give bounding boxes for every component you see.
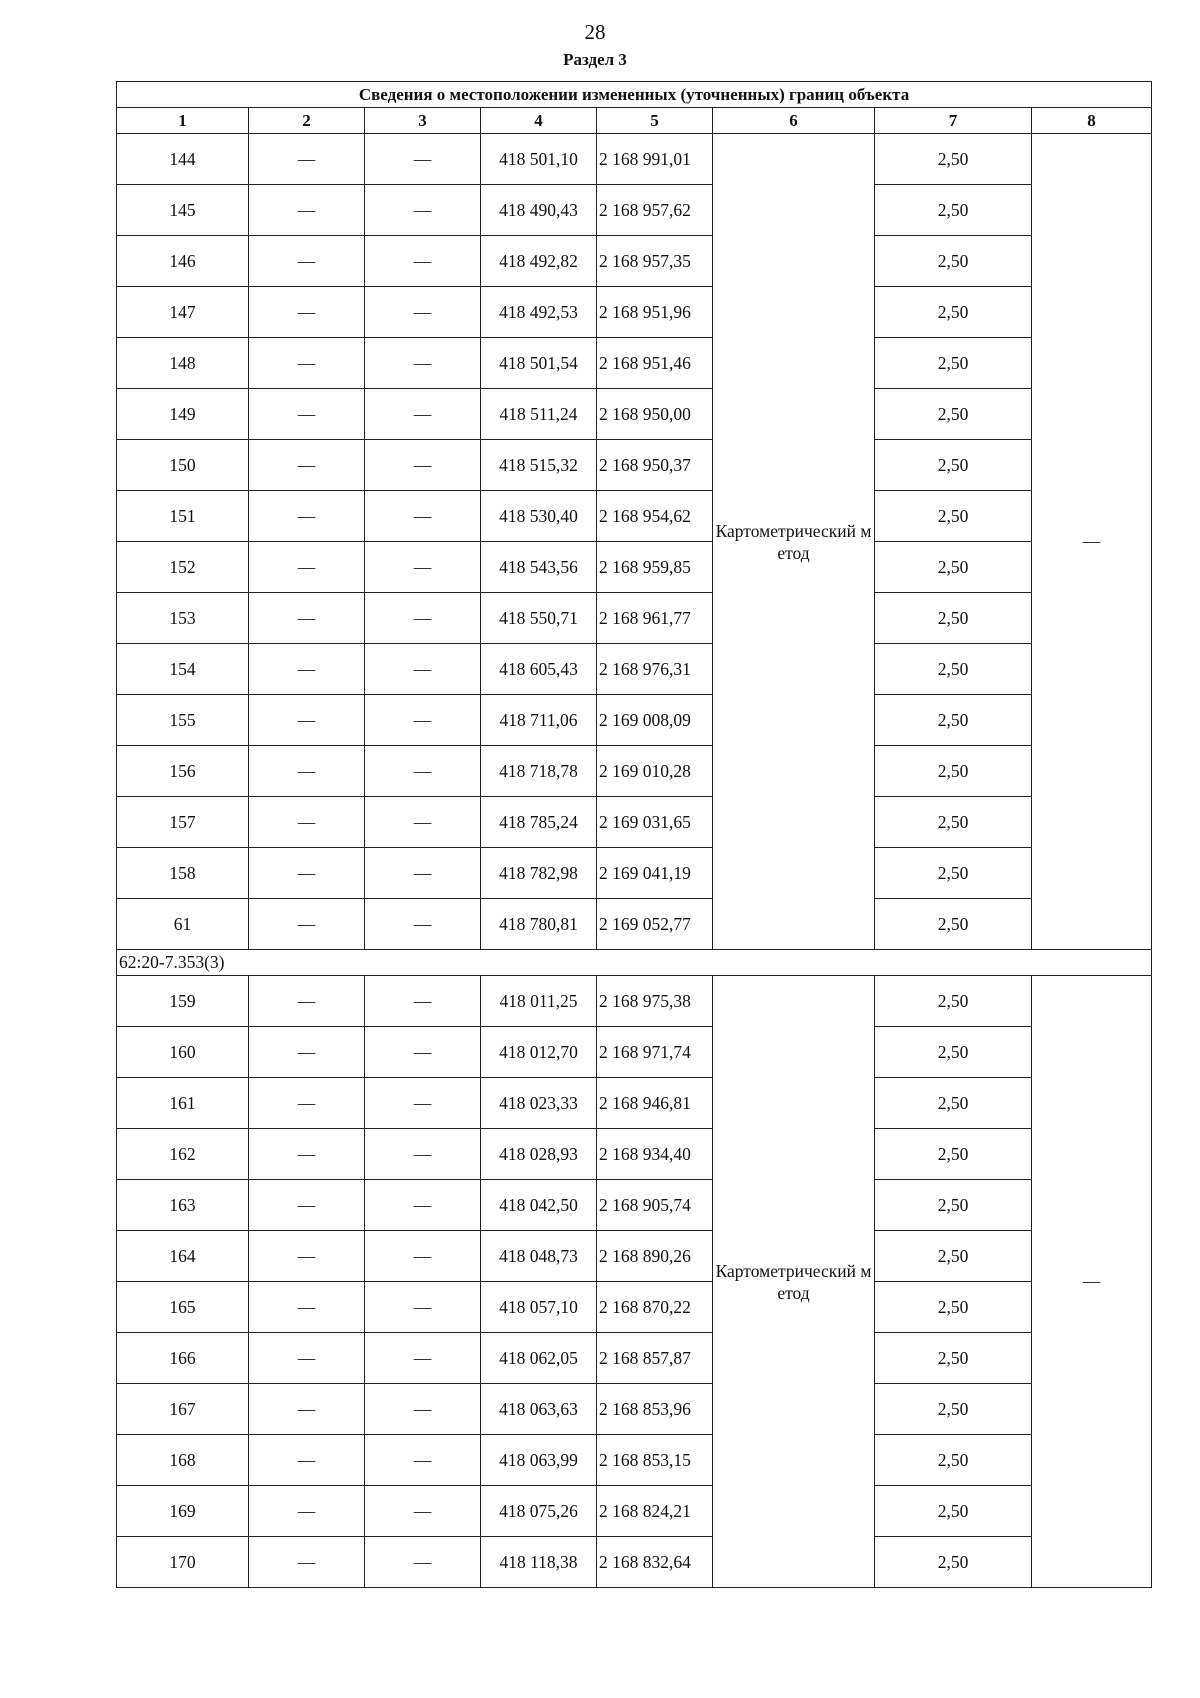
col3-cell: — (365, 899, 481, 950)
accuracy-cell: 2,50 (875, 593, 1032, 644)
y-coordinate-cell: 2 168 870,22 (597, 1282, 713, 1333)
table-row (117, 338, 1152, 389)
col3-cell: — (365, 1384, 481, 1435)
x-coordinate-cell: 418 515,32 (481, 440, 597, 491)
x-coordinate-cell: 418 785,24 (481, 797, 597, 848)
y-coordinate-cell: 2 169 031,65 (597, 797, 713, 848)
y-coordinate-cell: 2 168 824,21 (597, 1486, 713, 1537)
column-header: 1 (117, 108, 249, 134)
column-header: 7 (875, 108, 1032, 134)
col3-cell: — (365, 848, 481, 899)
col2-cell: — (249, 593, 365, 644)
accuracy-cell: 2,50 (875, 797, 1032, 848)
accuracy-cell: 2,50 (875, 185, 1032, 236)
accuracy-cell: 2,50 (875, 1384, 1032, 1435)
x-coordinate-cell: 418 711,06 (481, 695, 597, 746)
col3-cell: — (365, 491, 481, 542)
x-coordinate-cell: 418 605,43 (481, 644, 597, 695)
point-number-cell: 162 (117, 1129, 249, 1180)
col3-cell: — (365, 542, 481, 593)
x-coordinate-cell: 418 501,10 (481, 134, 597, 185)
col3-cell: — (365, 1180, 481, 1231)
accuracy-cell: 2,50 (875, 848, 1032, 899)
point-number-cell: 169 (117, 1486, 249, 1537)
column-header: 3 (365, 108, 481, 134)
method-cell: Картометрический метод (713, 976, 875, 1588)
x-coordinate-cell: 418 023,33 (481, 1078, 597, 1129)
accuracy-cell: 2,50 (875, 542, 1032, 593)
table-row (117, 848, 1152, 899)
column-header: 6 (713, 108, 875, 134)
col3-cell: — (365, 134, 481, 185)
accuracy-cell: 2,50 (875, 1129, 1032, 1180)
y-coordinate-cell: 2 168 971,74 (597, 1027, 713, 1078)
x-coordinate-cell: 418 550,71 (481, 593, 597, 644)
method-cell: Картометрический метод (713, 134, 875, 950)
col2-cell: — (249, 848, 365, 899)
accuracy-cell: 2,50 (875, 746, 1032, 797)
col3-cell: — (365, 1027, 481, 1078)
col2-cell: — (249, 1027, 365, 1078)
point-number-cell: 145 (117, 185, 249, 236)
point-number-cell: 160 (117, 1027, 249, 1078)
col2-cell: — (249, 1333, 365, 1384)
table-row (117, 1078, 1152, 1129)
y-coordinate-cell: 2 168 950,37 (597, 440, 713, 491)
point-number-cell: 165 (117, 1282, 249, 1333)
col8-cell: — (1032, 976, 1152, 1588)
page-number: 28 (584, 20, 606, 44)
accuracy-cell: 2,50 (875, 134, 1032, 185)
accuracy-cell: 2,50 (875, 976, 1032, 1027)
table-row (117, 644, 1152, 695)
table-row (117, 976, 1152, 1027)
col2-cell: — (249, 1486, 365, 1537)
table-row (117, 746, 1152, 797)
accuracy-cell: 2,50 (875, 1486, 1032, 1537)
y-coordinate-cell: 2 168 951,46 (597, 338, 713, 389)
boundary-table (116, 81, 1152, 1588)
point-number-cell: 159 (117, 976, 249, 1027)
col3-cell: — (365, 1435, 481, 1486)
col2-cell: — (249, 899, 365, 950)
accuracy-cell: 2,50 (875, 1180, 1032, 1231)
col3-cell: — (365, 1078, 481, 1129)
point-number-cell: 153 (117, 593, 249, 644)
table-row (117, 1435, 1152, 1486)
table-row (117, 134, 1152, 185)
col2-cell: — (249, 491, 365, 542)
accuracy-cell: 2,50 (875, 1537, 1032, 1588)
y-coordinate-cell: 2 168 951,96 (597, 287, 713, 338)
table-row (117, 1282, 1152, 1333)
col3-cell: — (365, 185, 481, 236)
y-coordinate-cell: 2 168 991,01 (597, 134, 713, 185)
point-number-cell: 61 (117, 899, 249, 950)
y-coordinate-cell: 2 168 890,26 (597, 1231, 713, 1282)
group-label-row (117, 950, 1152, 976)
col3-cell: — (365, 1486, 481, 1537)
col2-cell: — (249, 1180, 365, 1231)
table-row (117, 695, 1152, 746)
table-row (117, 542, 1152, 593)
col2-cell: — (249, 1231, 365, 1282)
x-coordinate-cell: 418 118,38 (481, 1537, 597, 1588)
column-header-row (117, 108, 1152, 134)
accuracy-cell: 2,50 (875, 1435, 1032, 1486)
x-coordinate-cell: 418 042,50 (481, 1180, 597, 1231)
table-row (117, 1333, 1152, 1384)
col2-cell: — (249, 1435, 365, 1486)
point-number-cell: 146 (117, 236, 249, 287)
y-coordinate-cell: 2 168 934,40 (597, 1129, 713, 1180)
accuracy-cell: 2,50 (875, 899, 1032, 950)
col2-cell: — (249, 644, 365, 695)
point-number-cell: 147 (117, 287, 249, 338)
x-coordinate-cell: 418 063,99 (481, 1435, 597, 1486)
table-row (117, 389, 1152, 440)
x-coordinate-cell: 418 718,78 (481, 746, 597, 797)
point-number-cell: 148 (117, 338, 249, 389)
x-coordinate-cell: 418 492,82 (481, 236, 597, 287)
col3-cell: — (365, 389, 481, 440)
table-row (117, 899, 1152, 950)
column-header: 5 (597, 108, 713, 134)
col2-cell: — (249, 389, 365, 440)
col2-cell: — (249, 1282, 365, 1333)
col3-cell: — (365, 797, 481, 848)
y-coordinate-cell: 2 168 950,00 (597, 389, 713, 440)
accuracy-cell: 2,50 (875, 1333, 1032, 1384)
col2-cell: — (249, 746, 365, 797)
col2-cell: — (249, 542, 365, 593)
table-row (117, 1537, 1152, 1588)
x-coordinate-cell: 418 048,73 (481, 1231, 597, 1282)
col2-cell: — (249, 185, 365, 236)
y-coordinate-cell: 2 168 957,35 (597, 236, 713, 287)
y-coordinate-cell: 2 168 857,87 (597, 1333, 713, 1384)
col3-cell: — (365, 440, 481, 491)
accuracy-cell: 2,50 (875, 338, 1032, 389)
col2-cell: — (249, 287, 365, 338)
col3-cell: — (365, 644, 481, 695)
col3-cell: — (365, 338, 481, 389)
table-row (117, 236, 1152, 287)
accuracy-cell: 2,50 (875, 695, 1032, 746)
accuracy-cell: 2,50 (875, 644, 1032, 695)
col3-cell: — (365, 1282, 481, 1333)
col8-cell: — (1032, 134, 1152, 950)
group-label: 62:20-7.353(3) (117, 950, 1152, 976)
col2-cell: — (249, 338, 365, 389)
accuracy-cell: 2,50 (875, 491, 1032, 542)
col3-cell: — (365, 1129, 481, 1180)
x-coordinate-cell: 418 780,81 (481, 899, 597, 950)
accuracy-cell: 2,50 (875, 389, 1032, 440)
table-row (117, 1231, 1152, 1282)
section-title: Раздел 3 (563, 50, 627, 69)
table-row (117, 1129, 1152, 1180)
point-number-cell: 170 (117, 1537, 249, 1588)
y-coordinate-cell: 2 169 052,77 (597, 899, 713, 950)
x-coordinate-cell: 418 501,54 (481, 338, 597, 389)
y-coordinate-cell: 2 168 853,96 (597, 1384, 713, 1435)
col3-cell: — (365, 746, 481, 797)
x-coordinate-cell: 418 782,98 (481, 848, 597, 899)
column-header: 8 (1032, 108, 1152, 134)
col2-cell: — (249, 1537, 365, 1588)
point-number-cell: 166 (117, 1333, 249, 1384)
point-number-cell: 161 (117, 1078, 249, 1129)
table-caption: Сведения о местоположении измененных (уточненных) границ объекта (117, 82, 1152, 108)
col3-cell: — (365, 593, 481, 644)
point-number-cell: 149 (117, 389, 249, 440)
x-coordinate-cell: 418 011,25 (481, 976, 597, 1027)
point-number-cell: 158 (117, 848, 249, 899)
x-coordinate-cell: 418 490,43 (481, 185, 597, 236)
y-coordinate-cell: 2 168 961,77 (597, 593, 713, 644)
col3-cell: — (365, 695, 481, 746)
accuracy-cell: 2,50 (875, 1078, 1032, 1129)
col2-cell: — (249, 236, 365, 287)
x-coordinate-cell: 418 012,70 (481, 1027, 597, 1078)
col2-cell: — (249, 1384, 365, 1435)
table-row (117, 797, 1152, 848)
x-coordinate-cell: 418 530,40 (481, 491, 597, 542)
col2-cell: — (249, 440, 365, 491)
col3-cell: — (365, 976, 481, 1027)
point-number-cell: 152 (117, 542, 249, 593)
accuracy-cell: 2,50 (875, 440, 1032, 491)
x-coordinate-cell: 418 492,53 (481, 287, 597, 338)
x-coordinate-cell: 418 062,05 (481, 1333, 597, 1384)
y-coordinate-cell: 2 168 959,85 (597, 542, 713, 593)
point-number-cell: 151 (117, 491, 249, 542)
col2-cell: — (249, 976, 365, 1027)
table-row (117, 1180, 1152, 1231)
col3-cell: — (365, 1537, 481, 1588)
table-row (117, 1384, 1152, 1435)
accuracy-cell: 2,50 (875, 1027, 1032, 1078)
y-coordinate-cell: 2 169 010,28 (597, 746, 713, 797)
y-coordinate-cell: 2 168 954,62 (597, 491, 713, 542)
accuracy-cell: 2,50 (875, 1282, 1032, 1333)
x-coordinate-cell: 418 511,24 (481, 389, 597, 440)
point-number-cell: 168 (117, 1435, 249, 1486)
x-coordinate-cell: 418 028,93 (481, 1129, 597, 1180)
table-row (117, 593, 1152, 644)
col3-cell: — (365, 236, 481, 287)
point-number-cell: 155 (117, 695, 249, 746)
table-body (117, 134, 1152, 1588)
y-coordinate-cell: 2 168 832,64 (597, 1537, 713, 1588)
table-row (117, 491, 1152, 542)
accuracy-cell: 2,50 (875, 1231, 1032, 1282)
col3-cell: — (365, 1231, 481, 1282)
point-number-cell: 156 (117, 746, 249, 797)
col3-cell: — (365, 1333, 481, 1384)
x-coordinate-cell: 418 075,26 (481, 1486, 597, 1537)
point-number-cell: 150 (117, 440, 249, 491)
point-number-cell: 157 (117, 797, 249, 848)
table-row (117, 185, 1152, 236)
point-number-cell: 144 (117, 134, 249, 185)
x-coordinate-cell: 418 543,56 (481, 542, 597, 593)
col2-cell: — (249, 1078, 365, 1129)
col2-cell: — (249, 134, 365, 185)
y-coordinate-cell: 2 168 853,15 (597, 1435, 713, 1486)
y-coordinate-cell: 2 169 008,09 (597, 695, 713, 746)
x-coordinate-cell: 418 063,63 (481, 1384, 597, 1435)
point-number-cell: 163 (117, 1180, 249, 1231)
point-number-cell: 164 (117, 1231, 249, 1282)
accuracy-cell: 2,50 (875, 236, 1032, 287)
table-row (117, 287, 1152, 338)
y-coordinate-cell: 2 169 041,19 (597, 848, 713, 899)
col2-cell: — (249, 695, 365, 746)
col2-cell: — (249, 1129, 365, 1180)
col2-cell: — (249, 797, 365, 848)
column-header: 4 (481, 108, 597, 134)
y-coordinate-cell: 2 168 905,74 (597, 1180, 713, 1231)
table-row (117, 440, 1152, 491)
y-coordinate-cell: 2 168 946,81 (597, 1078, 713, 1129)
point-number-cell: 154 (117, 644, 249, 695)
column-header: 2 (249, 108, 365, 134)
accuracy-cell: 2,50 (875, 287, 1032, 338)
col3-cell: — (365, 287, 481, 338)
y-coordinate-cell: 2 168 975,38 (597, 976, 713, 1027)
x-coordinate-cell: 418 057,10 (481, 1282, 597, 1333)
table-row (117, 1027, 1152, 1078)
point-number-cell: 167 (117, 1384, 249, 1435)
y-coordinate-cell: 2 168 976,31 (597, 644, 713, 695)
y-coordinate-cell: 2 168 957,62 (597, 185, 713, 236)
table-row (117, 1486, 1152, 1537)
